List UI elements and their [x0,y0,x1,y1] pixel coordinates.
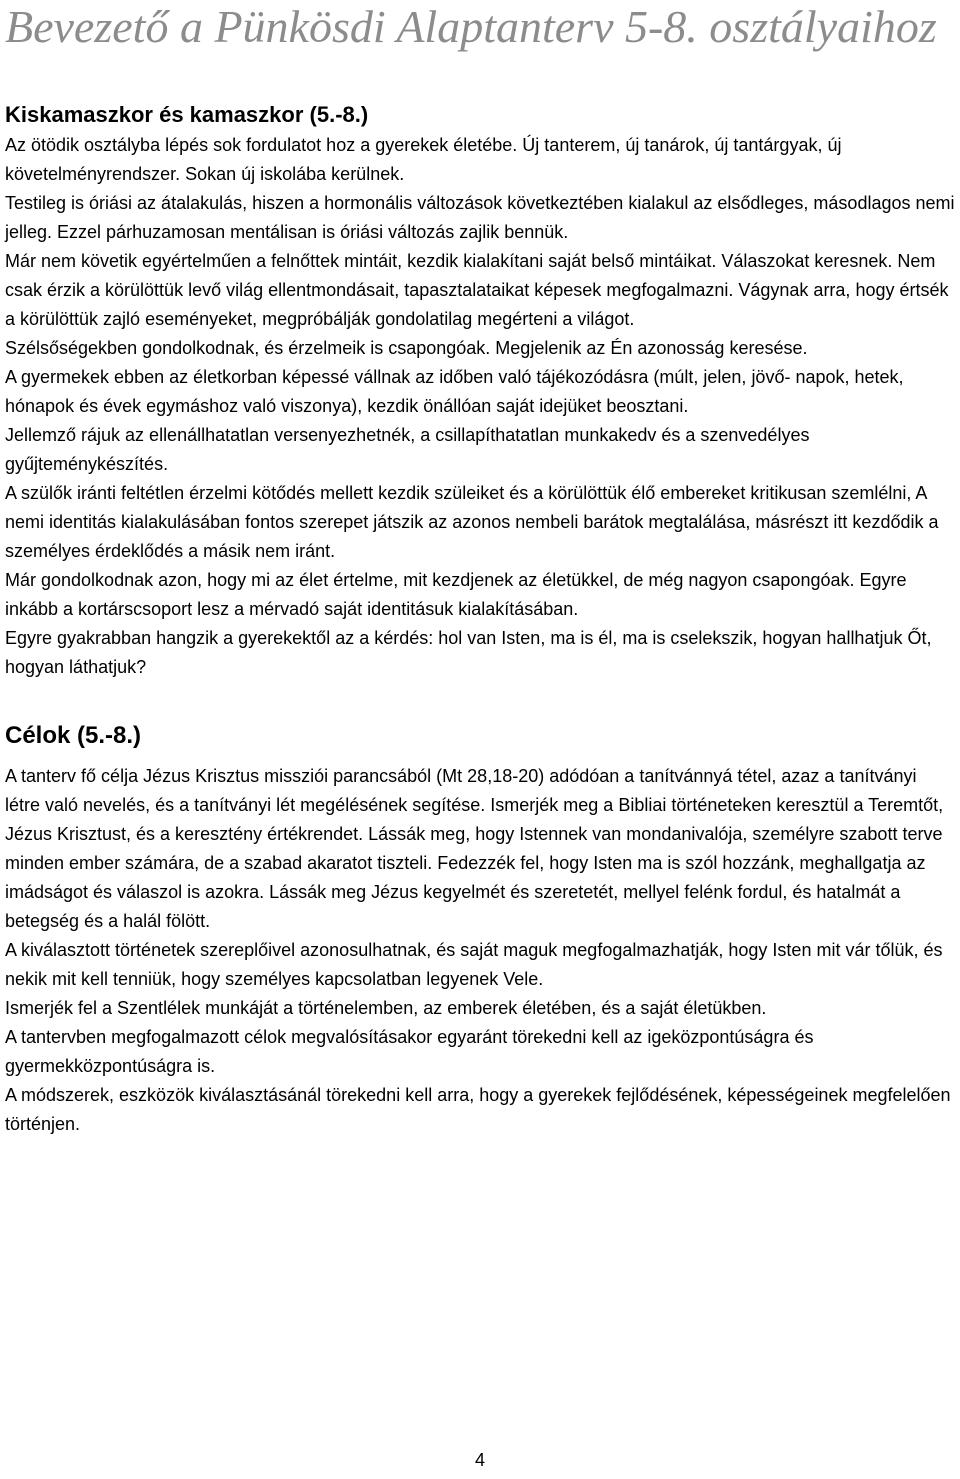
page-number: 4 [474,1450,485,1470]
section-heading-celok: Célok (5.-8.) [5,722,142,749]
paragraph: A gyermekek ebben az életkorban képessé vállnak az időben való tájékozódásra (múlt, jelen, jövő- napok, hetek, hónapok és évek egymáshoz való viszonya), kezdik önállóan saját idejüket beosztani. [5,367,904,416]
paragraph: A kiválasztott történetek szereplőivel azonosulhatnak, és saját maguk megfogalmazhatják, hogy Isten mit vár tőlük, és nekik mit kell tenniük, hogy személyes kapcsolatban legyenek Vele. [5,940,943,989]
paragraph: Az ötödik osztályba lépés sok fordulatot hoz a gyerekek életébe. Új tanterem, új tanárok, új tantárgyak, új követelményrendszer. Sokan új iskolába kerülnek. [5,135,842,184]
paragraph: A módszerek, eszközök kiválasztásánál törekedni kell arra, hogy a gyerekek fejlődésének, képességeinek megfelelően történjen. [5,1085,951,1134]
paragraph: Szélsőségekben gondolkodnak, és érzelmeik is csapongóak. Megjelenik az Én azonosság keresése. [5,338,808,358]
paragraph: Egyre gyakrabban hangzik a gyerekektől az a kérdés: hol van Isten, ma is él, ma is cselekszik, hogyan hallhatjuk Őt, hogyan láthatjuk? [5,628,932,677]
paragraph: Ismerjék fel a Szentlélek munkáját a történelemben, az emberek életében, és a saját életükben. [5,998,767,1018]
paragraph: Már nem követik egyértelműen a felnőttek mintáit, kezdik kialakítani saját belső mintáikat. Válaszokat keresnek. Nem csak érzik a körülöttük levő világ ellentmondásait, tapasztalataikat képesek megfogalmazni. Vágynak arra, hogy értsék a körülöttük zajló eseményeket, megpróbálják gondolatilag megérteni a világot. [5,251,949,329]
section-kiskamaszkor [5,101,955,682]
paragraph: A tanterv fő célja Jézus Krisztus missziói parancsából (Mt 28,18-20) adódóan a tanítvánnyá tétel, azaz a tanítványi létre való nevelés, és a tanítványi lét megélésének segítése. Ismerjék meg a Bibliai történeteken keresztül a Teremtőt, Jézus Krisztust, és a keresztény értékrendet. Lássák meg, hogy Istennek van mondanivalója, személyre szabott terve minden ember számára, de a szabad akaratot tiszteli. Fedezzék fel, hogy Isten ma is szól hozzánk, meghallgatja az imádságot és válaszol is azokra. Lássák meg Jézus kegyelmét és szeretetét, mellyel felénk fordul, és hatalmát a betegség és a halál fölött. [5,766,944,931]
section-heading-kiskamaszkor: Kiskamaszkor és kamaszkor (5.-8.) [5,102,369,127]
document-page [5,0,955,1139]
document-title: Bevezető a Pünkösdi Alaptanterv 5-8. osztályaihoz [5,1,937,52]
paragraph: A tantervben megfogalmazott célok megvalósításakor egyaránt törekedni kell az igeközpontúságra és gyermekközpontúságra is. [5,1027,814,1076]
section-celok [5,722,955,1139]
paragraph: Jellemző rájuk az ellenállhatatlan versenyezhetnék, a csillapíthatatlan munkakedv és a szenvedélyes gyűjteménykészítés. [5,425,810,474]
paragraph: Már gondolkodnak azon, hogy mi az élet értelme, mit kezdjenek az életükkel, de még nagyon csapongóak. Egyre inkább a kortárscsoport lesz a mérvadó saját identitásuk kialakításában. [5,570,907,619]
paragraph: A szülők iránti feltétlen érzelmi kötődés mellett kezdik szüleiket és a körülöttük élő embereket kritikusan szemlélni, A nemi identitás kialakulásában fontos szerepet játszik az azonos nembeli barátok megtalálása, másrészt itt kezdődik a személyes érdeklődés a másik nem iránt. [5,483,939,561]
paragraph: Testileg is óriási az átalakulás, hiszen a hormonális változások következtében kialakul az elsődleges, másodlagos nemi jelleg. Ezzel párhuzamosan mentálisan is óriási változás zajlik bennük. [5,193,955,242]
